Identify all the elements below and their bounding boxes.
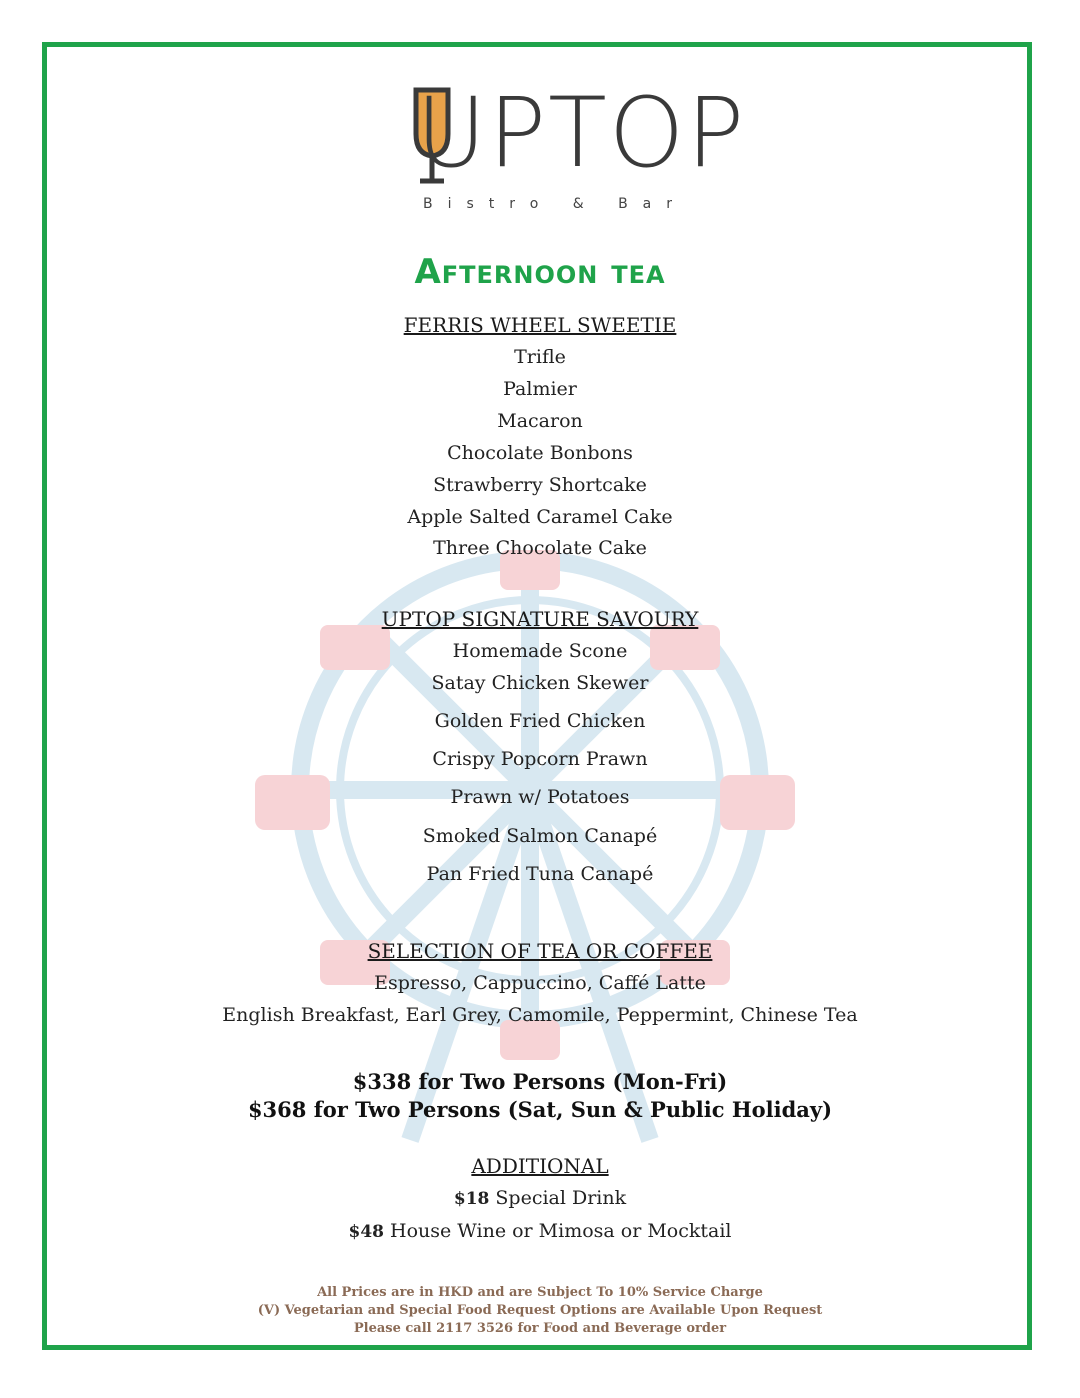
footer-note: All Prices are in HKD and are Subject To 10% Service Charge bbox=[317, 1285, 763, 1300]
menu-item: Satay Chicken Skewer bbox=[431, 672, 649, 694]
logo-wordmark: UPTOP bbox=[416, 77, 747, 189]
menu-item: Smoked Salmon Canapé bbox=[422, 825, 658, 847]
menu-item: Homemade Scone bbox=[452, 640, 628, 662]
section-heading-savoury: UPTOP SIGNATURE SAVOURY bbox=[381, 607, 699, 631]
menu-item: Apple Salted Caramel Cake bbox=[407, 506, 673, 528]
additional-item bbox=[0, 1220, 1080, 1242]
additional-item bbox=[0, 1187, 1080, 1209]
ferris-wheel-watermark bbox=[250, 540, 810, 1160]
additional-item-price: $48 bbox=[348, 1222, 384, 1242]
footer-note: Please call 2117 3526 for Food and Beverage order bbox=[353, 1321, 727, 1336]
logo-tagline: Bistro & Bar bbox=[422, 196, 688, 212]
menu-item: Crispy Popcorn Prawn bbox=[432, 748, 648, 770]
section-heading-additional: ADDITIONAL bbox=[471, 1154, 609, 1178]
section-heading-drinks: SELECTION OF TEA OR COFFEE bbox=[367, 939, 713, 963]
additional-item-label: Special Drink bbox=[495, 1187, 627, 1209]
menu-item: Macaron bbox=[497, 410, 583, 432]
menu-item: English Breakfast, Earl Grey, Camomile, Peppermint, Chinese Tea bbox=[222, 1004, 858, 1026]
menu-item: Strawberry Shortcake bbox=[433, 474, 647, 496]
menu-item: Prawn w/ Potatoes bbox=[450, 786, 630, 808]
additional-item-label: House Wine or Mimosa or Mocktail bbox=[390, 1220, 732, 1242]
uptop-logo bbox=[410, 77, 747, 228]
menu-item: Palmier bbox=[503, 378, 577, 400]
section-heading-sweet: FERRIS WHEEL SWEETIE bbox=[403, 313, 677, 337]
menu-title: Afternoon tea bbox=[414, 252, 666, 292]
additional-item-price: $18 bbox=[453, 1189, 490, 1209]
footer-note: (V) Vegetarian and Special Food Request Options are Available Upon Request bbox=[257, 1303, 823, 1318]
menu-item: Pan Fried Tuna Canapé bbox=[426, 863, 654, 885]
menu-item: Trifle bbox=[514, 346, 566, 368]
menu-item: Chocolate Bonbons bbox=[447, 442, 633, 464]
price-weekend: $368 for Two Persons (Sat, Sun & Public Holiday) bbox=[247, 1097, 833, 1122]
price-weekday: $338 for Two Persons (Mon-Fri) bbox=[352, 1069, 728, 1094]
menu-item: Espresso, Cappuccino, Caffé Latte bbox=[374, 972, 706, 994]
menu-item: Three Chocolate Cake bbox=[433, 537, 647, 559]
menu-item: Golden Fried Chicken bbox=[434, 710, 646, 732]
